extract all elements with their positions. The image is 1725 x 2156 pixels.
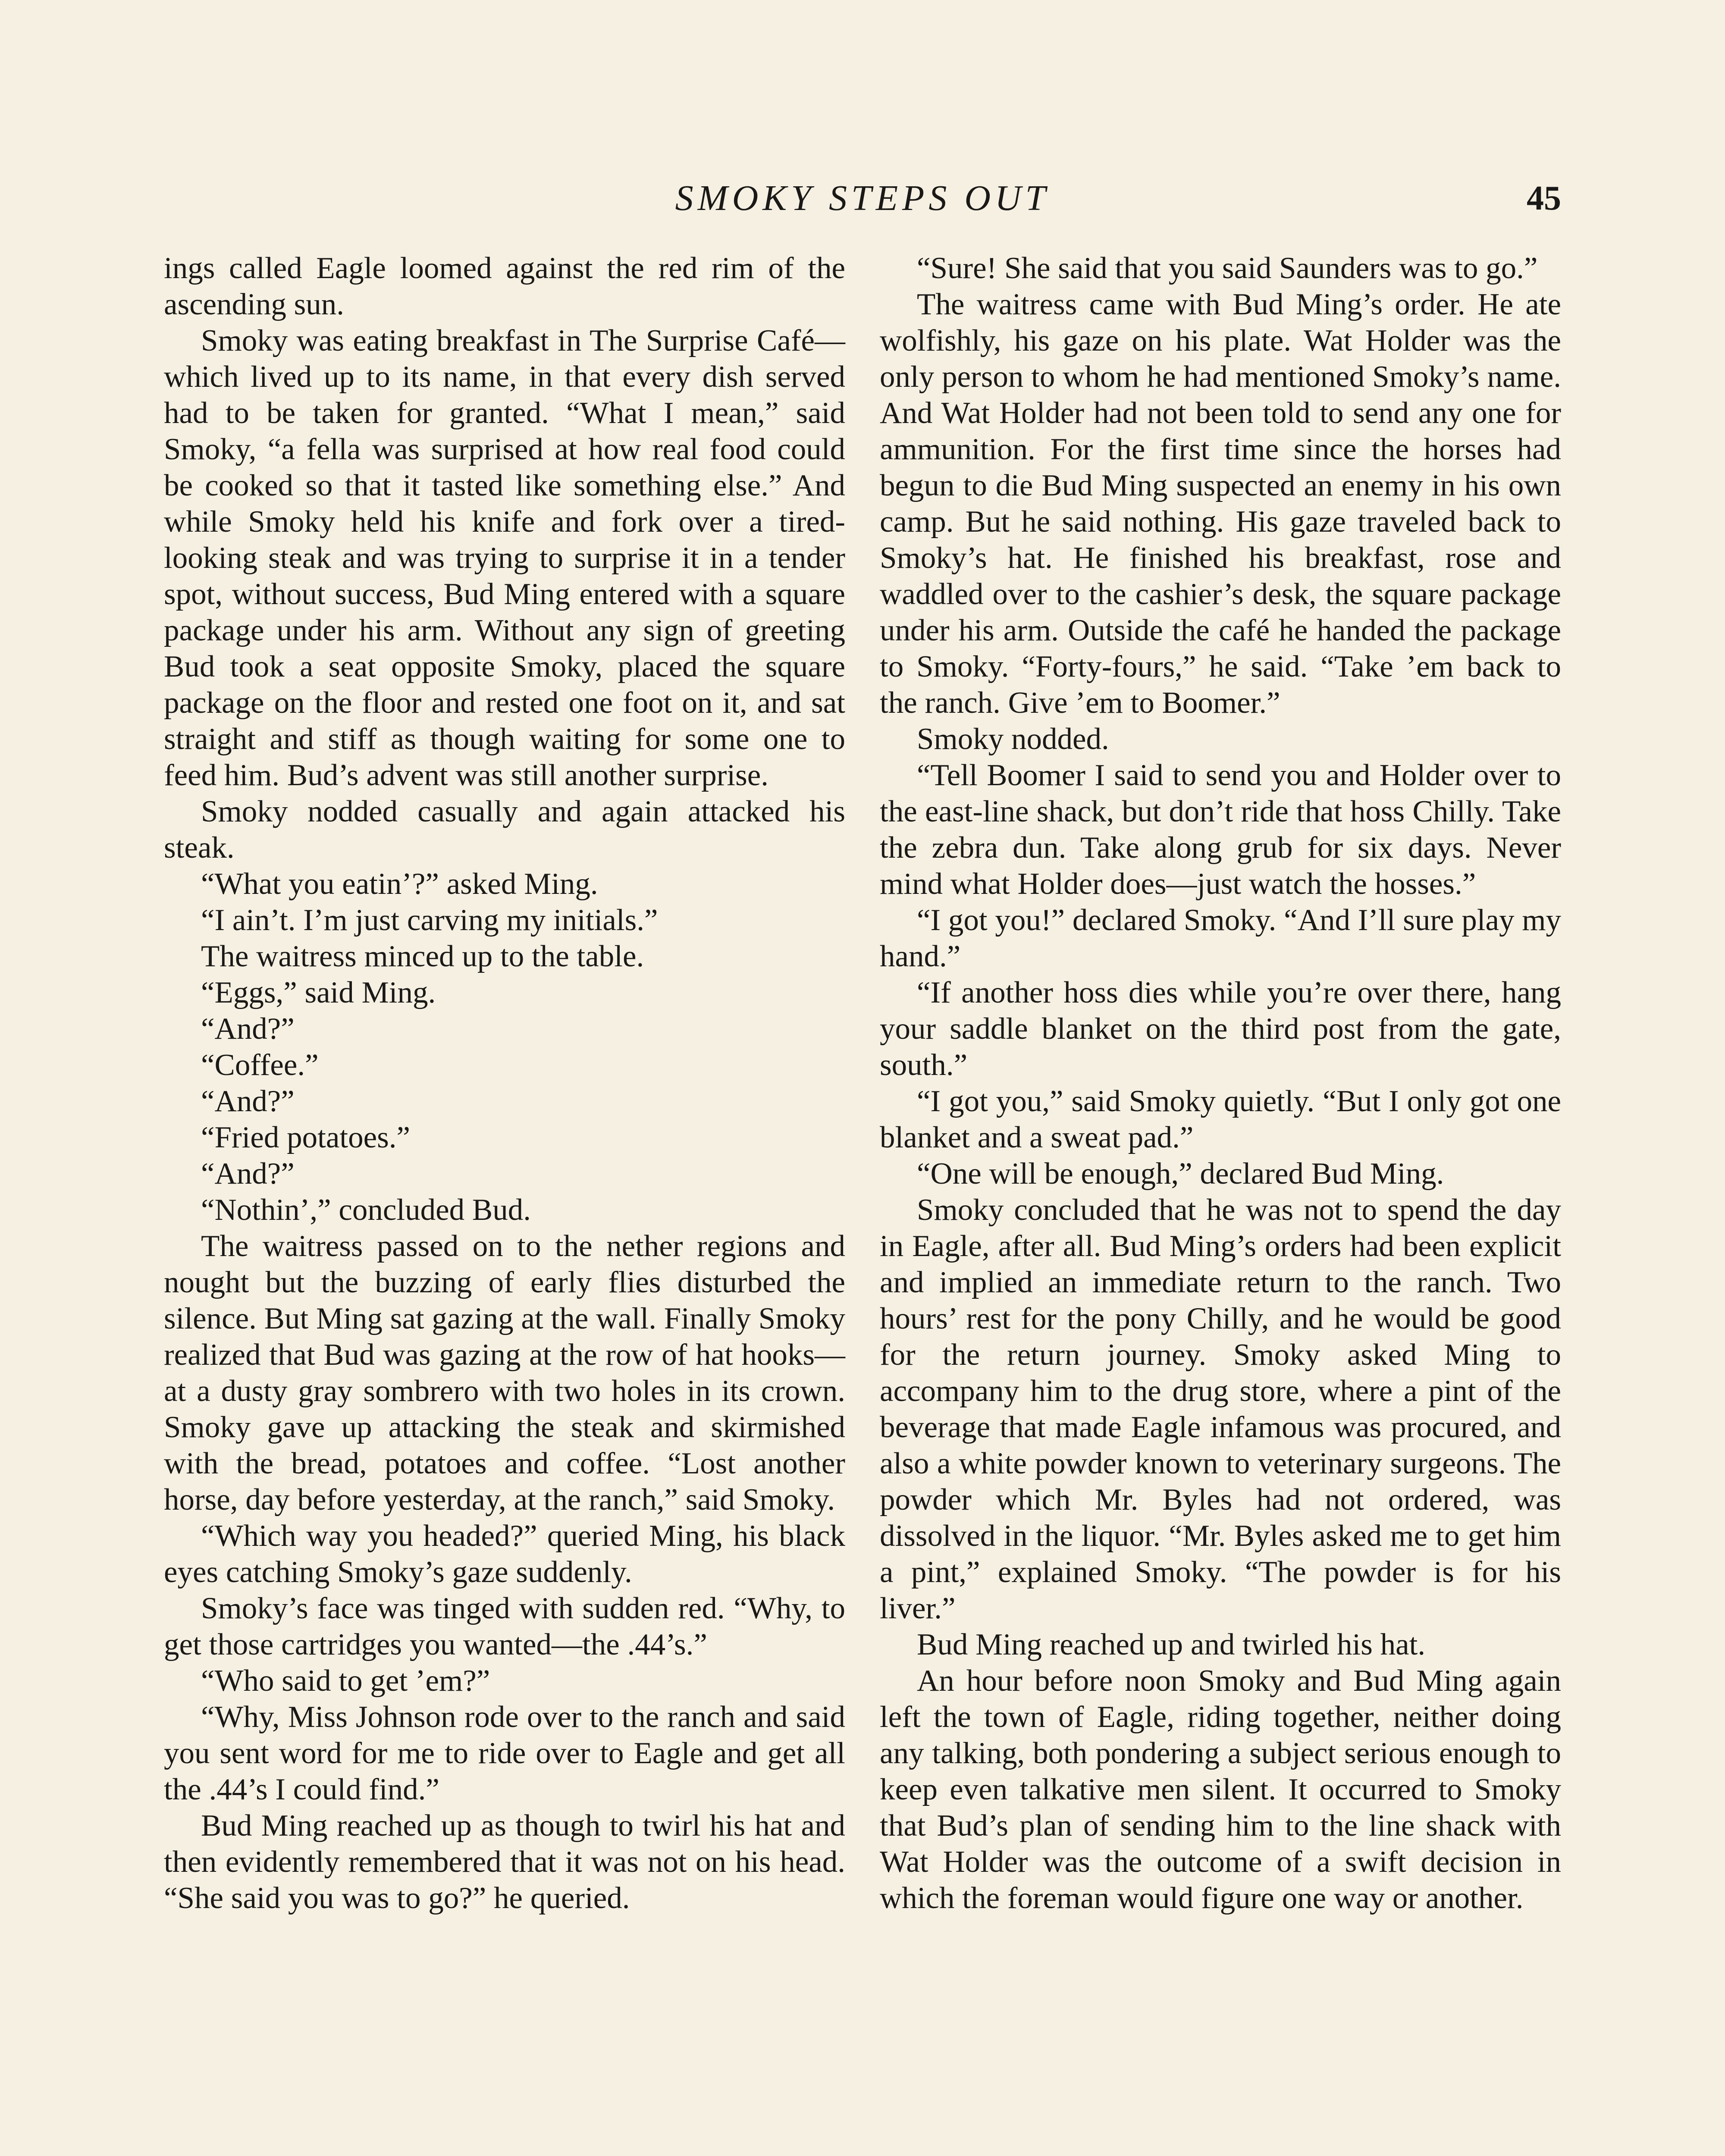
paragraph: “Eggs,” said Ming. (201, 976, 436, 1009)
paragraph: “I ain’t. I’m just carving my initials.” (201, 903, 658, 937)
paragraph: Bud Ming reached up and twirled his hat. (917, 1628, 1426, 1661)
paragraph: “Sure! She said that you said Saunders was to go.” (917, 251, 1538, 285)
paragraph: Smoky nodded. (917, 722, 1109, 756)
paragraph: “Nothin’,” concluded Bud. (201, 1193, 531, 1227)
paragraph: Bud Ming reached up as though to twirl his hat and then evidently remembered that it was not on his head. “She said you was to go?” he queried. (164, 1809, 845, 1915)
page-number: 45 (1527, 179, 1561, 217)
paragraph: The waitress came with Bud Ming’s order. He ate wolfishly, his gaze on his plate. Wat Holder was the only person to whom he had mentioned Smoky’s name. And Wat Holder had not been told to send any one for ammunition. For the first time since the horses had begun to die Bud Ming suspected an enemy in his own camp. But he said nothing. His gaze traveled back to Smoky’s hat. He finished his breakfast, rose and waddled over to the cashier’s desk, the square package under his arm. Outside the café he handed the package to Smoky. “Forty-fours,” he said. “Take ’em back to the ranch. Give ’em to Boomer.” (880, 288, 1561, 720)
paragraph: “And?” (201, 1084, 295, 1118)
paragraph: “If another hoss dies while you’re over there, hang your saddle blanket on the third post from the gate, south.” (880, 976, 1561, 1082)
paragraph: “I got you,” said Smoky quietly. “But I only got one blanket and a sweat pad.” (880, 1084, 1561, 1154)
paragraph: “What you eatin’?” asked Ming. (201, 867, 598, 901)
paragraph: Smoky’s face was tinged with sudden red. “Why, to get those cartridges you wanted—the .44’s.” (164, 1592, 845, 1661)
paragraph: “Fried potatoes.” (201, 1121, 411, 1154)
paragraph: “Who said to get ’em?” (201, 1664, 490, 1698)
paragraph: Smoky concluded that he was not to spend the day in Eagle, after all. Bud Ming’s orders had been explicit and implied an immediate return to the ranch. Two hours’ rest for the pony Chilly, and he would be good for the return journey. Smoky asked Ming to accompany him to the drug store, where a pint of the beverage that made Eagle infamous was procured, and also a white powder known to veterinary surgeons. The powder which Mr. Byles had not ordered, was dissolved in the liquor. “Mr. Byles asked me to get him a pint,” explained Smoky. “The powder is for his liver.” (880, 1193, 1561, 1625)
left-text-column (164, 250, 845, 1916)
paragraph: “Which way you headed?” queried Ming, his black eyes catching Smoky’s gaze suddenly. (164, 1519, 845, 1589)
paragraph: “Coffee.” (201, 1048, 319, 1082)
right-text-column (880, 250, 1561, 1916)
paragraph: The waitress minced up to the table. (201, 940, 644, 973)
paragraph: “I got you!” declared Smoky. “And I’ll sure play my hand.” (880, 903, 1561, 973)
paragraph: “One will be enough,” declared Bud Ming. (917, 1157, 1444, 1191)
paragraph: “And?” (201, 1157, 295, 1191)
running-title: SMOKY STEPS OUT (675, 178, 1050, 218)
paragraph: “Why, Miss Johnson rode over to the ranch and said you sent word for me to ride over to Eagle and get all the .44’s I could find.” (164, 1700, 845, 1806)
paragraph: The waitress passed on to the nether regions and nought but the buzzing of early flies disturbed the silence. But Ming sat gazing at the wall. Finally Smoky realized that Bud was gazing at the row of hat hooks—at a dusty gray sombrero with two holes in its crown. Smoky gave up attacking the steak and skirmished with the bread, potatoes and coffee. “Lost another horse, day before yesterday, at the ranch,” said Smoky. (164, 1229, 845, 1517)
page-header (164, 172, 1561, 224)
paragraph: “Tell Boomer I said to send you and Holder over to the east-line shack, but don’t ride that hoss Chilly. Take the zebra dun. Take along grub for six days. Never mind what Holder does—just watch the hosses.” (880, 758, 1561, 901)
paragraph: ings called Eagle loomed against the red rim of the ascending sun. (164, 251, 845, 321)
paragraph: Smoky was eating breakfast in The Surprise Café—which lived up to its name, in that every dish served had to be taken for granted. “What I mean,” said Smoky, “a fella was surprised at how real food could be cooked so that it tasted like something else.” And while Smoky held his knife and fork over a tired-looking steak and was trying to surprise it in a tender spot, without success, Bud Ming entered with a square package under his arm. Without any sign of greeting Bud took a seat opposite Smoky, placed the square package on the floor and rested one foot on it, and sat straight and stiff as though waiting for some one to feed him. Bud’s advent was still another surprise. (164, 324, 845, 792)
paragraph: An hour before noon Smoky and Bud Ming again left the town of Eagle, riding together, neither doing any talking, both pondering a subject serious enough to keep even talkative men silent. It occurred to Smoky that Bud’s plan of sending him to the line shack with Wat Holder was the outcome of a swift decision in which the foreman would figure one way or another. (880, 1664, 1561, 1915)
paragraph: “And?” (201, 1012, 295, 1046)
paragraph: Smoky nodded casually and again attacked his steak. (164, 795, 845, 865)
